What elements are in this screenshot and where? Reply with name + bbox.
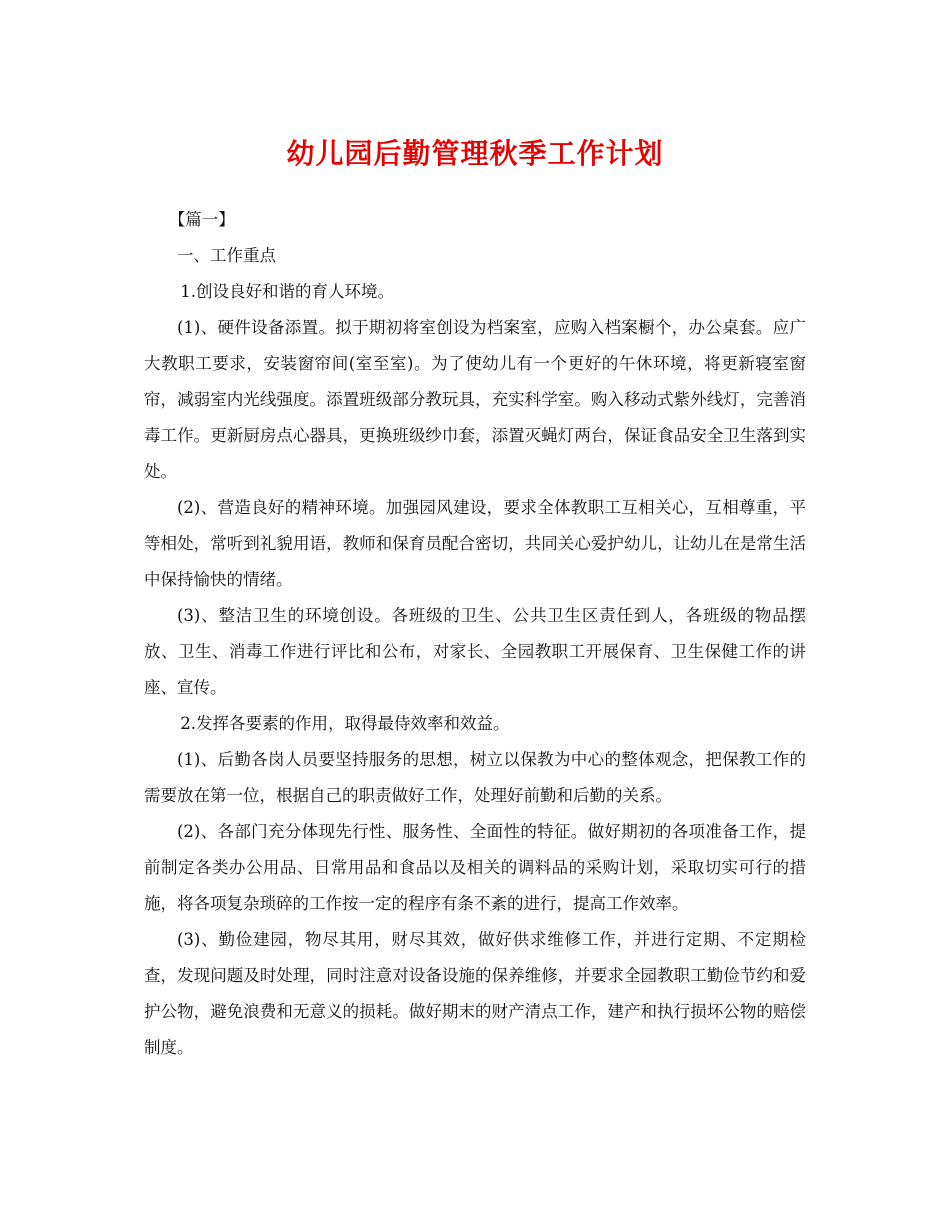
document-body (144, 202, 806, 1066)
item-2-3-paragraph: (3)、勤俭建园，物尽其用，财尽其效，做好供求维修工作，并进行定期、不定期检查，发现问题及时处理，同时注意对设备设施的保养维修，并要求全园教职工勤俭节约和爱护公物，避免浪费和无意义的损耗。做好期末的财产清点工作，建产和执行损坏公物的赔偿制度。 (144, 930, 806, 1057)
item-1-1-paragraph: (1)、硬件设备添置。拟于期初将室创设为档案室，应购入档案橱个，办公桌套。应广大教职工要求，安装窗帘间(室至室)。为了使幼儿有一个更好的午休环境，将更新寝室窗帘，减弱室内光线强度。添置班级部分教玩具，充实科学室。购入移动式紫外线灯，完善消毒工作。更新厨房点心器具，更换班级纱巾套，添置灭蝇灯两台，保证食品安全卫生落到实处。 (144, 318, 806, 481)
item-2-title: 2.发挥各要素的作用，取得最侍效率和效益。 (180, 714, 510, 733)
heading-work-focus: 一、工作重点 (177, 246, 276, 265)
section-label: 【篇一】 (168, 210, 235, 229)
document-title: 幼儿园后勤管理秋季工作计划 (286, 137, 664, 170)
item-1-title: 1.创设良好和谐的育人环境。 (180, 282, 395, 301)
item-2-1-paragraph: (1)、后勤各岗人员要坚持服务的思想，树立以保教为中心的整体观念，把保教工作的需要放在第一位，根据自己的职责做好工作，处理好前勤和后勤的关系。 (144, 750, 806, 805)
item-2-2-paragraph: (2)、各部门充分体现先行性、服务性、全面性的特征。做好期初的各项准备工作，提前制定各类办公用品、日常用品和食品以及相关的调料品的采购计划，采取切实可行的措施，将各项复杂琐碎的工作按一定的程序有条不紊的进行，提高工作效率。 (144, 822, 806, 913)
item-1-3-paragraph: (3)、整洁卫生的环境创设。各班级的卫生、公共卫生区责任到人，各班级的物品摆放、卫生、消毒工作进行评比和公布，对家长、全园教职工开展保育、卫生保健工作的讲座、宣传。 (144, 606, 806, 697)
item-1-2-paragraph: (2)、营造良好的精神环境。加强园风建设，要求全体教职工互相关心，互相尊重，平等相处，常听到礼貌用语，教师和保育员配合密切，共同关心爱护幼儿，让幼儿在是常生活中保持愉快的情绪。 (144, 498, 806, 589)
